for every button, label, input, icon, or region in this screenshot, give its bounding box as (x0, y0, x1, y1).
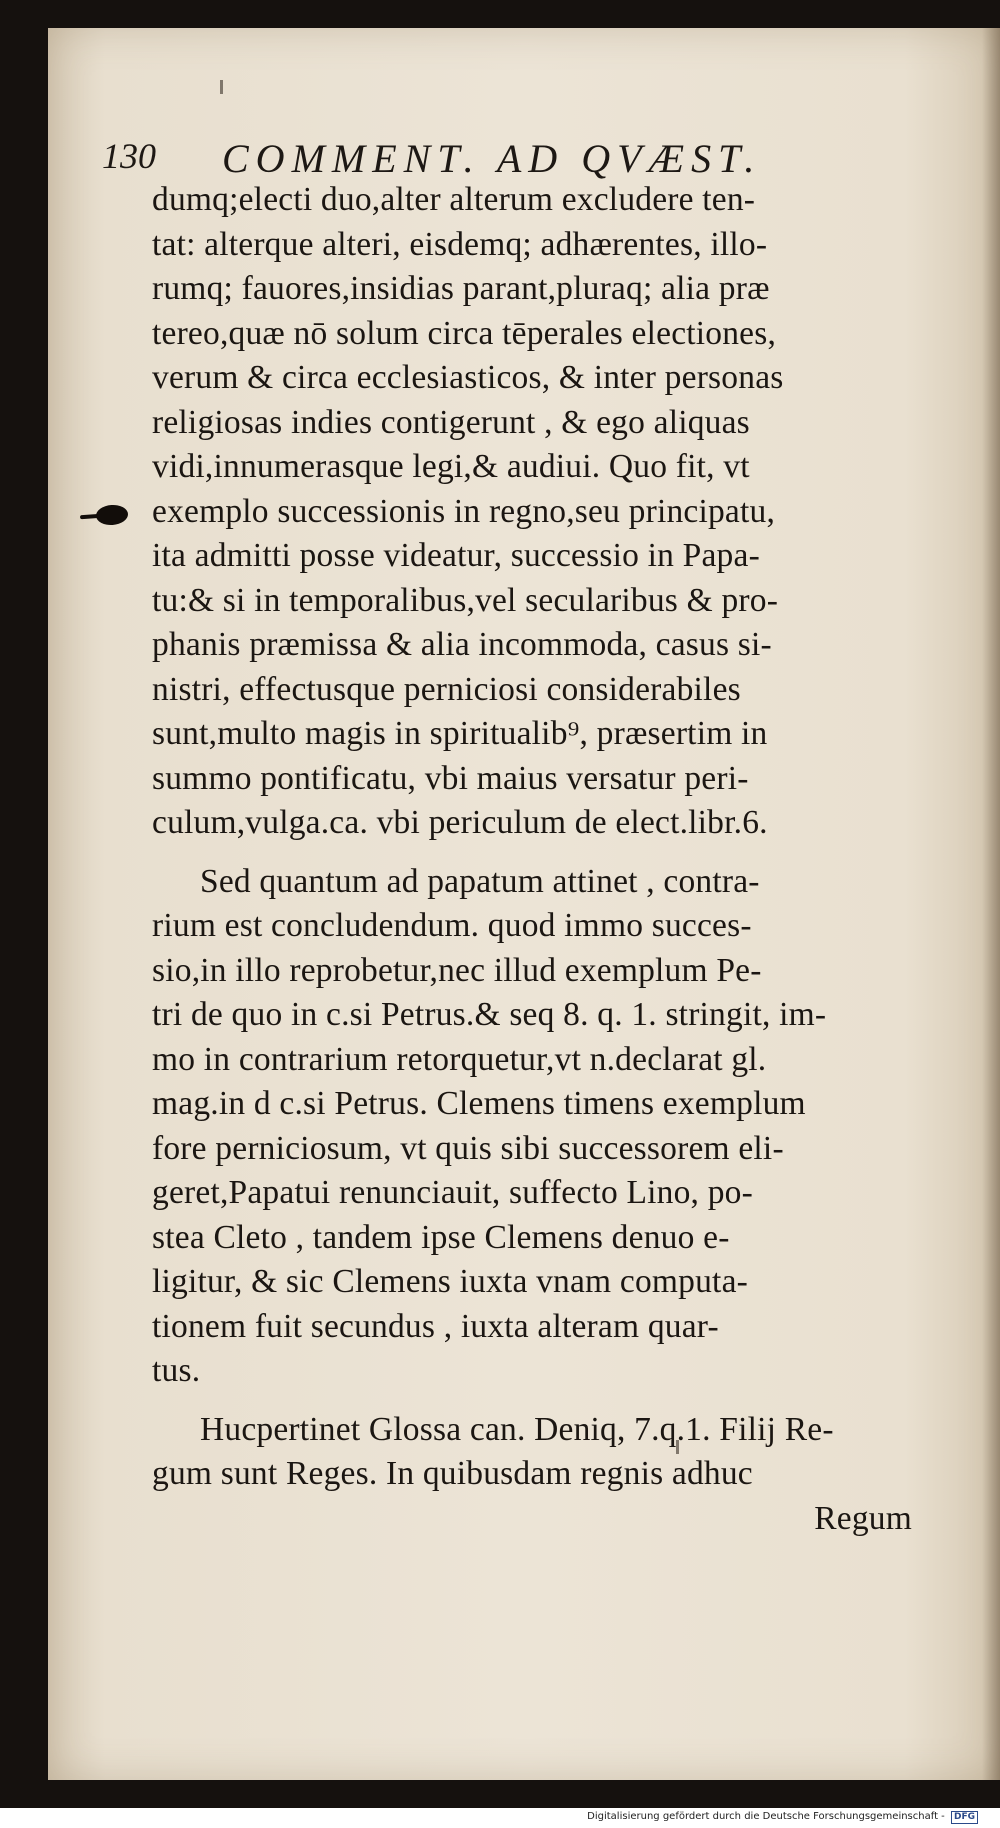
main-text (152, 178, 912, 1541)
text-line: tionem fuit secundus , iuxta alteram quar- (152, 1307, 719, 1345)
text-line: tus. (152, 1352, 201, 1389)
text-line: ligitur, & sic Clemens iuxta vnam computa- (152, 1263, 748, 1300)
paper-speck (220, 80, 223, 94)
text-line: gum sunt Reges. In quibusdam regnis adhuc (152, 1455, 753, 1492)
text-line: vidi,innumerasque legi,& audiui. Quo fit, vt (152, 448, 750, 485)
footer-bar (0, 1808, 1000, 1828)
text-line: phanis præmissa & alia incommoda, casus si- (152, 626, 772, 663)
paragraph-2 (152, 860, 912, 1394)
dfg-logo: DFG (951, 1811, 978, 1824)
text-line: tat: alterque alteri, eisdemq; adhærentes, illo- (152, 225, 768, 263)
text-line: rium est concludendum. quod immo succes- (152, 907, 752, 944)
paragraph-3 (152, 1408, 912, 1497)
text-line: mag.in d c.si Petrus. Clemens timens exemplum (152, 1085, 806, 1122)
text-line: tu:& si in temporalibus,vel secularibus & pro- (152, 581, 779, 619)
text-line: verum & circa ecclesiasticos, & inter personas (152, 359, 784, 396)
text-line: mo in contrarium retorquetur,vt n.declarat gl. (152, 1040, 767, 1078)
text-line: Hucpertinet Glossa can. Deniq, 7.q.1. Filij Re- (200, 1410, 834, 1448)
text-line: summo pontificatu, vbi maius versatur peri- (152, 759, 749, 797)
footer-credit-text: Digitalisierung gefördert durch die Deutsche Forschungsgemeinschaft - (587, 1811, 945, 1822)
text-line: stea Cleto , tandem ipse Clemens denuo e- (152, 1218, 730, 1256)
catchword: Regum (814, 1499, 912, 1537)
text-line: sio,in illo reprobetur,nec illud exemplum Pe- (152, 951, 762, 989)
text-line: tereo,quæ nō solum circa tēperales electiones, (152, 314, 777, 352)
text-line: culum,vulga.ca. vbi periculum de elect.libr.6. (152, 804, 768, 841)
text-line: sunt,multo magis in spiritualib⁹, præsertim in (152, 715, 768, 752)
text-line: religiosas indies contigerunt , & ego aliquas (152, 403, 750, 441)
text-line: tri de quo in c.si Petrus.& seq 8. q. 1. stringit, im- (152, 996, 827, 1033)
paragraph-1 (152, 178, 912, 846)
text-line: fore perniciosum, vt quis sibi successorem eli- (152, 1129, 784, 1167)
text-line: exemplo successionis in regno,seu principatu, (152, 492, 776, 530)
text-line: dumq;electi duo,alter alterum excludere ten- (152, 181, 756, 218)
text-line: geret,Papatui renunciauit, suffecto Lino, po- (152, 1174, 753, 1211)
text-line: nistri, effectusque perniciosi considerabiles (152, 670, 741, 708)
running-head: COMMENT. AD QVÆST. (222, 136, 762, 181)
text-line: rumq; fauores,insidias parant,pluraq; alia præ (152, 270, 770, 307)
footer-credit (587, 1811, 978, 1824)
text-line: Sed quantum ad papatum attinet , contra- (200, 862, 760, 900)
page-edge-shadow (982, 28, 1000, 1780)
text-line: ita admitti posse videatur, successio in Papa- (152, 537, 760, 574)
page-number: 130 (102, 136, 156, 176)
